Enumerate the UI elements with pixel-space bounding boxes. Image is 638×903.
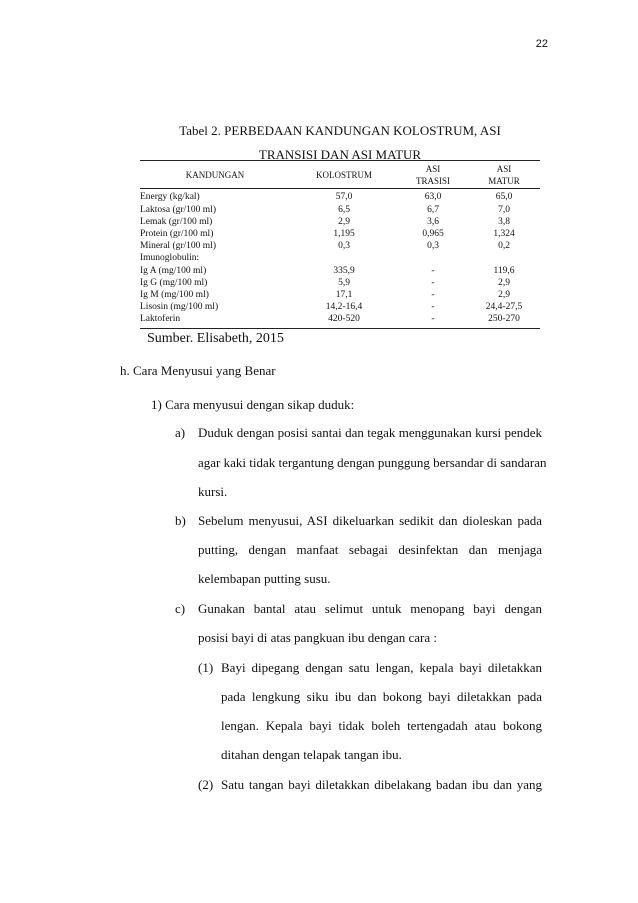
cell-asi-transisi: 0,965 (422, 229, 444, 240)
cell-kolostrum (290, 252, 398, 264)
paragraph-c1-line1: Bayi dipegang dengan satu lengan, kepala bayi diletakkan (221, 660, 542, 675)
cell-kolostrum: 1,195 (333, 229, 355, 240)
cell-asi-transisi: - (431, 290, 435, 301)
cell-asi-matur: 250-270 (488, 314, 520, 325)
table-header-row (140, 161, 540, 189)
cell-kandungan: Lemak (gr/100 ml) (140, 216, 213, 227)
cell-kolostrum: 0,3 (338, 241, 350, 252)
cell-asi-matur: 1,324 (493, 229, 515, 240)
table-caption-continued: TRANSISI DAN ASI MATUR (258, 147, 422, 162)
cell-kolostrum: 2,9 (338, 216, 350, 227)
table-row (140, 301, 540, 313)
header-asi-matur (468, 161, 540, 189)
cell-kolostrum: 14,2-16,4 (325, 302, 363, 313)
cell-asi-transisi: 0,3 (427, 241, 439, 252)
cell-kandungan: Lisosin (mg/100 ml) (140, 302, 219, 313)
paragraph-b-line1: Sebelum menyusui, ASI dikeluarkan sedikit dan dioleskan pada (198, 513, 542, 528)
paragraph-c2-line1: Satu tangan bayi diletakkan dibelakang badan ibu dan yang (221, 777, 542, 792)
paragraph-b-line2: putting, dengan manfaat sebagai desinfektan dan menjaga (198, 542, 542, 557)
table-row (140, 313, 540, 328)
cell-kandungan: Ig G (mg/100 ml) (140, 277, 208, 288)
cell-asi-transisi: - (431, 265, 435, 276)
header-kolostrum: KOLOSTRUM (315, 170, 372, 181)
cell-kandungan: Protein (gr/100 ml) (140, 229, 214, 240)
cell-asi-transisi: - (431, 277, 435, 288)
cell-asi-transisi: 63,0 (424, 192, 442, 203)
cell-asi-matur: 3,8 (498, 216, 510, 227)
cell-asi-transisi: 6,7 (427, 204, 439, 215)
cell-kolostrum: 17,1 (335, 290, 353, 301)
cell-kolostrum: 5,9 (338, 277, 350, 288)
section-heading: h. Cara Menyusui yang Benar (120, 363, 276, 378)
cell-asi-transisi (398, 252, 468, 264)
cell-asi-matur: 7,0 (498, 204, 510, 215)
header-asi-matur-line2: MATUR (488, 176, 520, 187)
list-label-c2: (2) (198, 777, 214, 792)
cell-kandungan: Imunoglobulin: (140, 253, 200, 264)
paragraph-c1-line3: lengan. Kepala bayi tidak boleh tertengadah atau bokong (221, 718, 542, 733)
paragraph-a-line1: Duduk dengan posisi santai dan tegak menggunakan kursi pendek (198, 425, 542, 440)
cell-asi-transisi: 3,6 (427, 216, 439, 227)
table-row (140, 252, 540, 264)
table-row (140, 216, 540, 228)
cell-kandungan: Energy (kg/kal) (140, 192, 200, 203)
table-row (140, 228, 540, 240)
header-asi-transisi-line2: TRASISI (415, 176, 450, 187)
paragraph-a-line2: agar kaki tidak tergantung dengan punggung bersandar di sandaran (198, 455, 547, 470)
paragraph-b-line3: kelembapan putting susu. (198, 571, 331, 586)
cell-kolostrum: 335,9 (333, 265, 355, 276)
cell-kolostrum: 420-520 (328, 314, 360, 325)
table-row (140, 289, 540, 301)
paragraph-c-line1: Gunakan bantal atau selimut untuk menopang bayi dengan (198, 601, 542, 616)
nutrition-comparison-table (140, 160, 540, 329)
cell-asi-matur (468, 252, 540, 264)
list-label-a: a) (175, 425, 186, 440)
cell-asi-matur: 2,9 (498, 290, 510, 301)
paragraph-c1-line2: pada lengkung siku ibu dan bokong bayi diletakkan pada (221, 689, 542, 704)
list-item-1: 1) Cara menyusui dengan sikap duduk: (151, 397, 355, 412)
cell-kolostrum: 57,0 (335, 192, 353, 203)
paragraph-c1-line4: ditahan dengan telapak tangan ibu. (221, 747, 402, 762)
table-row (140, 265, 540, 277)
cell-asi-transisi: - (431, 302, 435, 313)
list-label-c: c) (175, 601, 186, 616)
cell-asi-matur: 24,4-27,5 (485, 302, 523, 313)
cell-asi-transisi: - (431, 314, 435, 325)
table-row (140, 240, 540, 252)
cell-kandungan: Ig A (mg/100 ml) (140, 265, 207, 276)
table-row (140, 277, 540, 289)
table-caption: Tabel 2. PERBEDAAN KANDUNGAN KOLOSTRUM, ASI (179, 123, 501, 138)
table-source: Sumber. Elisabeth, 2015 (147, 331, 284, 346)
cell-asi-matur: 119,6 (493, 265, 515, 276)
list-label-c1: (1) (198, 660, 214, 675)
list-label-b: b) (175, 513, 186, 528)
cell-kandungan: Ig M (mg/100 ml) (140, 290, 209, 301)
cell-kandungan: Laktosa (gr/100 ml) (140, 204, 216, 215)
cell-asi-matur: 2,9 (498, 277, 510, 288)
paragraph-a-line3: kursi. (198, 484, 228, 499)
cell-kandungan: Laktoferin (140, 314, 181, 325)
cell-kandungan: Mineral (gr/100 ml) (140, 241, 216, 252)
paragraph-c-line2: posisi bayi di atas pangkuan ibu dengan cara : (198, 630, 437, 645)
header-asi-transisi-line1: ASI (425, 164, 441, 174)
table-row (140, 204, 540, 216)
header-asi-matur-line1: ASI (496, 164, 512, 174)
cell-asi-matur: 65,0 (495, 192, 513, 203)
header-asi-transisi (398, 161, 468, 189)
page-number: 22 (535, 38, 548, 50)
cell-kolostrum: 6,5 (338, 204, 350, 215)
cell-asi-matur: 0,2 (498, 241, 510, 252)
table-row (140, 189, 540, 204)
table-body (140, 189, 540, 328)
header-kandungan: KANDUNGAN (185, 170, 245, 181)
